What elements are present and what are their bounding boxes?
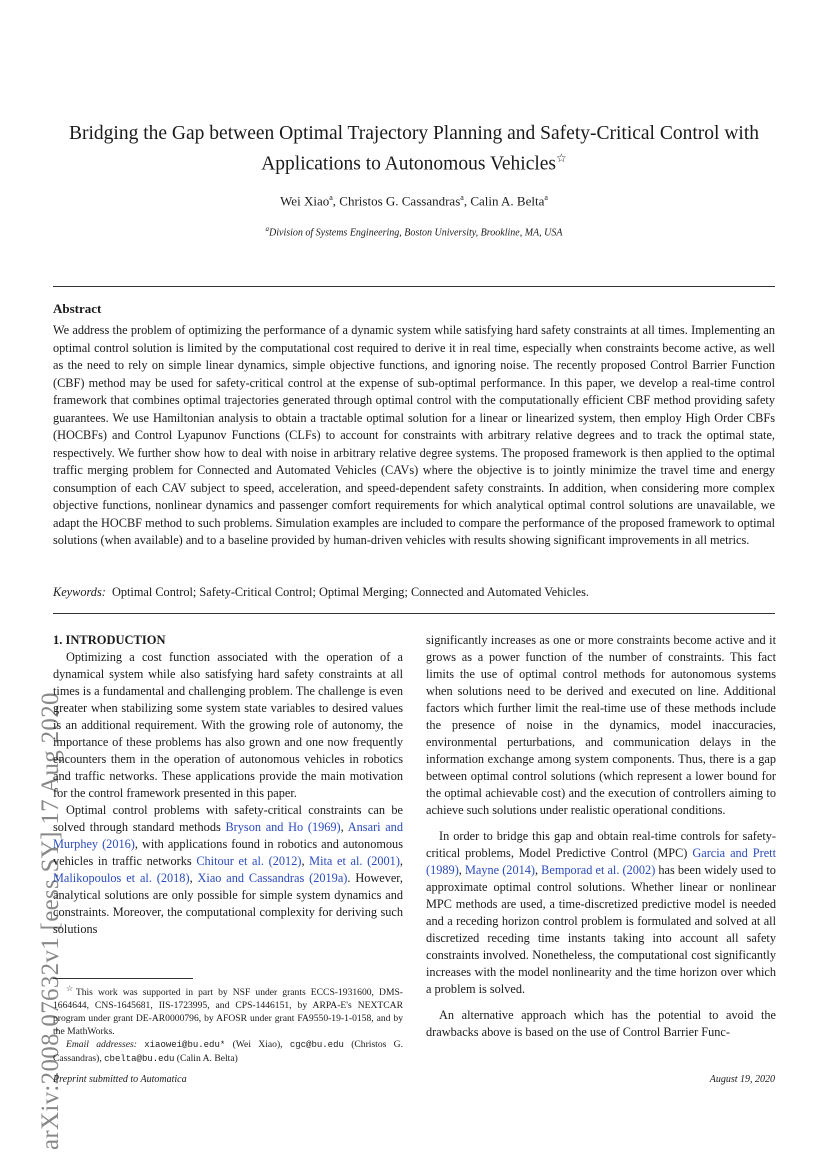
footnote [53,982,403,1066]
paper-title [40,121,788,177]
funding-note: ☆This work was supported in part by NSF under grants ECCS-1931600, DMS-1664644, CNS-1645681, IIS-1723995, and CPS-1446151, by ARPA-E's NEXTCAR program under grant DE-AR0000796, by AFOSR under grant FA9550-19-1-0158, and by the MathWorks. [53,984,404,1038]
top-divider [53,286,775,287]
abstract-divider [53,613,775,614]
title-line-1: Bridging the Gap between Optimal Trajectory Planning and Safety-Critical Control with [69,123,759,144]
arxiv-identifier: arXiv:2008.07632v1 [eess.SY] 17 Aug 2020 [37,692,64,1150]
keywords [53,584,775,602]
email-note: Email addresses: xiaowei@bu.edu* (Wei Xiao), cgc@bu.edu (Christos G. Cassandras), cbelta@bu.edu (Calin A. Belta) [53,1039,404,1065]
citation-link[interactable]: Garcia and Prett (1989) [426,846,776,877]
intro-paragraph-5: An alternative approach which has the potential to avoid the drawbacks above is based on the use of Control Barrier Func- [426,1008,776,1039]
author-affil-mark: a [329,193,333,202]
preprint-note: Preprint submitted to Automatica [53,1074,187,1085]
citation-link[interactable]: Mita et al. (2001) [309,854,400,868]
citation-link[interactable]: Malikopoulos et al. (2018) [53,871,190,885]
intro-paragraph-2: Optimal control problems with safety-critical constraints can be solved through standard methods Bryson and Ho (1969), Ansari and Murphey (2016), with applications found in robotics and autonomous vehicles in traffic networks Chitour et al. (2012), Mita et al. (2001), Malikopoulos et al. (2018), Xiao and Cassandras (2019a). However, analytical solutions are only possible for simple system dynamics and constraints. Moreover, the computational complexity for deriving such solutions [53,803,403,936]
citation-link[interactable]: Xiao and Cassandras (2019a) [197,871,348,885]
author-name: Calin A. Belta [470,193,545,209]
right-column [426,632,776,1041]
keywords-label: Keywords: [53,585,106,599]
citation-link[interactable]: Chitour et al. (2012) [196,854,302,868]
left-column [53,632,403,938]
section-heading: 1. INTRODUCTION [53,633,166,647]
affiliation-mark: a [265,225,269,233]
title-line-2: Applications to Autonomous Vehicles [261,153,557,175]
email-link[interactable]: cbelta@bu.edu [104,1054,175,1065]
intro-paragraph-3: significantly increases as one or more constraints become active and it grows as a power function of the number of constraints. This fact limits the use of optimal control methods for autonomous systems when solutions need to be derived and executed on line. Additional factors which further limit the real-time use of these methods include the presence of noise in the dynamics, model inaccuracies, environmental perturbations, and communication delays in the information exchange among system components. Thus, there is a gap between optimal control solutions (which represent a lower bound for the optimal achievable cost) and the execution of controllers aiming to achieve such solutions under realistic operational conditions. [426,633,776,817]
citation-link[interactable]: Ansari and Murphey (2016) [53,820,403,851]
author-affil-mark: a [460,193,464,202]
title-footnote-mark: ☆ [556,151,567,165]
abstract-heading: Abstract [53,301,102,316]
email-link[interactable]: cgc@bu.edu [289,1040,344,1051]
keywords-text: Optimal Control; Safety-Critical Control; Optimal Merging; Connected and Automated Vehicles. [111,585,589,599]
author-list: Wei Xiao$^a$, Christos G. Cassandras$^a$, Calin A. Belta$^a$ [280,193,548,209]
citation-link[interactable]: Bemporad et al. (2002) [541,863,656,877]
email-link[interactable]: xiaowei@bu.edu* [144,1040,226,1051]
footnote-divider [53,978,193,979]
intro-paragraph-1: Optimizing a cost function associated with the operation of a dynamical system while also satisfying hard safety constraints at all times is a fundamental and challenging problem. The challenge is even greater when stabilizing some system state variables to desired values is an additional requirement. With the growing role of autonomy, the importance of these problems has also grown and one now frequently encounters them in the operation of autonomous vehicles in robotics and traffic networks. These applications provide the main motivation for the control framework presented in this paper. [53,650,403,800]
intro-paragraph-4: In order to bridge this gap and obtain real-time controls for safety-critical problems, Model Predictive Control (MPC) Garcia and Prett (1989), Mayne (2014), Bemporad et al. (2002) has been widely used to approximate optimal control solutions. Whether linear or nonlinear MPC methods are used, a time-discretized predictive model is needed and a receding horizon control problem is formulated and solved at all discretized receding time instants taking into account all safety constraints involved. Nonetheless, the computational cost significantly increases with the model nonlinearity and the time horizon over which a problem is solved. [426,829,776,996]
date-note: August 19, 2020 [709,1074,775,1085]
author-name: Wei Xiao [280,193,330,209]
affiliation-text: Division of Systems Engineering, Boston University, Brookline, MA, USA [269,227,563,239]
citation-link[interactable]: Mayne (2014) [464,863,535,877]
abstract-text: We address the problem of optimizing the performance of a dynamic system while satisfying hard safety constraints at all times. Implementing an optimal control solution is limited by the computational cost required to derive it in real time, especially when constraints become active, as well as the need to rely on simple linear dynamics, simple objective functions, and ignoring noise. The recently proposed Control Barrier Function (CBF) method may be used for safety-critical control at the expense of sub-optimal performance. In this paper, we develop a real-time control framework that combines optimal trajectories generated through optimal control with the computationally efficient CBF method providing safety guarantees. We use Hamiltonian analysis to obtain a tractable optimal solution for a linear or linearized system, then employ High Order CBFs (HOCBFs) and Control Lyapunov Functions (CLFs) to account for constraints with arbitrary relative degrees and to track the optimal state, respectively. We further show how to deal with noise in arbitrary relative degree systems. The proposed framework is then applied to the optimal traffic merging problem for Connected and Automated Vehicles (CAVs) where the objective is to jointly minimize the travel time and energy consumption of each CAV subject to speed, acceleration, and speed-dependent safety constraints. In addition, when considering more complex objective functions, nonlinear dynamics and passenger comfort requirements for which analytical optimal control solutions are unavailable, we adapt the HOCBF method to such problems. Simulation examples are included to compare the performance of the proposed framework to optimal solutions (when available) and to a baseline provided by human-driven vehicles with results showing significant improvements in all metrics. [53,323,775,547]
citation-link[interactable]: Bryson and Ho (1969) [225,820,341,834]
author-name: Christos G. Cassandras [339,193,461,209]
author-affil-mark: a [544,193,548,202]
affiliation [40,225,788,238]
